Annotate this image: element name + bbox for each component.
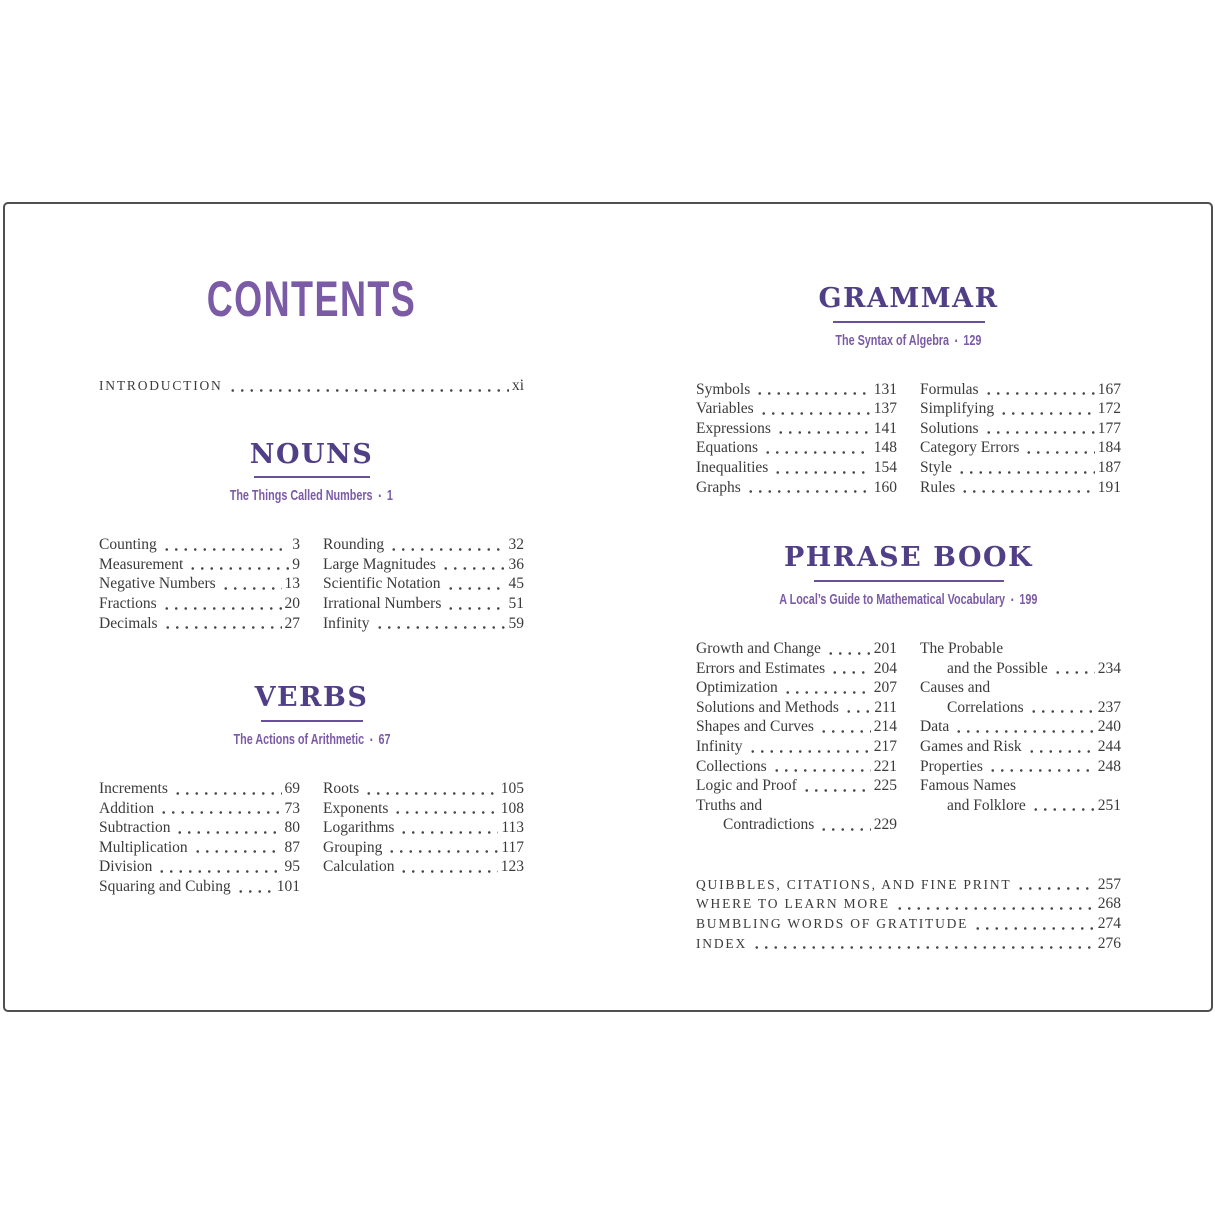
dot-leader <box>387 535 505 555</box>
entry-label: Contradictions <box>723 816 815 834</box>
entry-label: INDEX <box>696 935 747 951</box>
dot-leader <box>800 776 871 796</box>
introduction-entry <box>99 376 524 396</box>
toc-entry <box>920 639 1121 678</box>
dot-leader <box>385 838 498 858</box>
toc-entry <box>920 380 1121 400</box>
entry-label: Equations <box>696 439 758 457</box>
contents-title-wrap <box>99 270 524 328</box>
page-number: 251 <box>1097 796 1121 814</box>
dot-leader <box>186 555 289 575</box>
page-number: 148 <box>873 439 897 457</box>
toc-entry <box>696 639 897 659</box>
contents-title: CONTENTS <box>206 271 417 327</box>
bullet-separator-icon: ▪ <box>369 734 373 746</box>
toc-entry <box>920 438 1121 458</box>
page-number: 234 <box>1097 659 1121 677</box>
entry-label: Data <box>920 718 950 736</box>
dot-leader <box>444 594 505 614</box>
page-number: 274 <box>1097 915 1121 933</box>
toc-entry <box>696 934 1121 954</box>
toc-entry <box>99 614 300 634</box>
toc-entry <box>323 779 524 799</box>
entry-label: Simplifying <box>920 400 995 418</box>
dot-leader <box>986 757 1095 777</box>
entry-label: Truths and <box>696 796 763 814</box>
section-title: GRAMMAR <box>818 283 999 314</box>
page-number: 95 <box>284 858 300 876</box>
dot-leader <box>955 458 1095 478</box>
section-start-page: 199 <box>1019 590 1038 608</box>
page-number: 257 <box>1097 875 1121 893</box>
toc-column <box>920 380 1121 498</box>
toc-entry <box>323 555 524 575</box>
page-number: 36 <box>508 555 524 573</box>
dot-leader <box>1027 698 1095 718</box>
dot-leader <box>971 914 1095 934</box>
dot-leader <box>173 818 281 838</box>
dot-leader <box>817 815 870 835</box>
page-number: 214 <box>873 718 897 736</box>
toc-entry <box>323 574 524 594</box>
entry-label: Solutions and Methods <box>696 698 839 716</box>
entry-label: Variables <box>696 400 754 418</box>
toc-entry <box>323 594 524 614</box>
section-rule <box>833 321 985 323</box>
left-page <box>5 204 608 1010</box>
bullet-separator-icon: ▪ <box>1011 594 1014 606</box>
entry-label: Squaring and Cubing <box>99 877 231 895</box>
dot-leader <box>958 478 1094 498</box>
dot-leader <box>761 438 871 458</box>
entry-label: Rules <box>920 478 956 496</box>
toc-entry <box>99 877 300 897</box>
dot-leader <box>1029 796 1095 816</box>
dot-leader <box>753 380 870 400</box>
section-rule <box>254 476 370 478</box>
dot-leader <box>952 717 1094 737</box>
toc-entry <box>696 419 897 439</box>
toc-entry <box>323 614 524 634</box>
bullet-separator-icon: ▪ <box>955 335 958 347</box>
dot-leader <box>781 678 871 698</box>
section-rule <box>814 580 1004 582</box>
toc-entry <box>696 678 897 698</box>
page-number: 123 <box>500 858 524 876</box>
section-title: NOUNS <box>249 438 374 470</box>
entry-label: Division <box>99 858 153 876</box>
dot-leader <box>439 555 506 575</box>
dot-leader <box>842 698 871 718</box>
section-subtitle-text: The Syntax of Algebra <box>835 331 950 349</box>
entry-label: Infinity <box>323 614 370 632</box>
page-number: 73 <box>284 799 300 817</box>
entry-label: Category Errors <box>920 439 1020 457</box>
section-subtitle <box>99 487 524 505</box>
dot-leader <box>1025 737 1095 757</box>
entry-label: Formulas <box>920 380 979 398</box>
dot-leader <box>982 380 1095 400</box>
toc-entry <box>696 698 897 718</box>
entry-label: Exponents <box>323 799 389 817</box>
page-number: 229 <box>873 816 897 834</box>
page-number: 211 <box>874 698 897 716</box>
entry-label: Subtraction <box>99 819 171 837</box>
toc-entry <box>920 776 1121 815</box>
toc-entry <box>920 458 1121 478</box>
page-number: xi <box>511 377 524 394</box>
backmatter-list <box>696 875 1121 953</box>
page-number: 276 <box>1097 934 1121 952</box>
section-subtitle-text: The Actions of Arithmetic <box>233 730 364 748</box>
entry-label: Solutions <box>920 419 979 437</box>
page-number: 244 <box>1097 737 1121 755</box>
entry-label: Games and Risk <box>920 737 1022 755</box>
dot-leader <box>391 799 497 819</box>
toc-entry <box>696 458 897 478</box>
toc-column <box>323 779 524 897</box>
entry-label: Correlations <box>947 698 1024 716</box>
page-number: 240 <box>1097 718 1121 736</box>
toc-column <box>696 380 897 498</box>
section-verbs <box>99 683 524 896</box>
dot-leader <box>982 419 1095 439</box>
dot-leader <box>226 376 509 396</box>
entry-label: Infinity <box>696 737 743 755</box>
entry-label: Fractions <box>99 595 157 613</box>
toc-entry <box>920 737 1121 757</box>
entry-label: Causes and <box>920 679 991 697</box>
page-number: 204 <box>873 659 897 677</box>
page-number: 105 <box>500 779 524 797</box>
toc-entry <box>323 818 524 838</box>
page-number: 225 <box>873 777 897 795</box>
toc-entry <box>99 818 300 838</box>
dot-leader <box>828 659 871 679</box>
toc-entry <box>323 799 524 819</box>
section-nouns <box>99 440 524 634</box>
dot-leader <box>824 639 871 659</box>
dot-leader <box>757 399 871 419</box>
page-number: 217 <box>873 737 897 755</box>
page-number: 13 <box>284 575 300 593</box>
dot-leader <box>893 894 1095 914</box>
dot-leader <box>160 594 282 614</box>
section-subtitle <box>99 731 524 749</box>
toc-entry <box>920 757 1121 777</box>
bullet-separator-icon: ▪ <box>378 491 382 503</box>
entry-label: Rounding <box>323 536 385 554</box>
entry-label: QUIBBLES, CITATIONS, AND FINE PRINT <box>696 876 1012 892</box>
toc-entry <box>696 438 897 458</box>
page-number: 167 <box>1097 380 1121 398</box>
toc-entry <box>99 594 300 614</box>
toc-entry <box>920 478 1121 498</box>
entry-label: Symbols <box>696 380 751 398</box>
page-number: 131 <box>873 380 897 398</box>
toc-entry <box>99 779 300 799</box>
dot-leader <box>746 737 871 757</box>
entry-label: WHERE TO LEARN MORE <box>696 896 890 912</box>
page-number: 51 <box>508 595 524 613</box>
section-subtitle <box>696 332 1121 350</box>
dot-leader <box>444 574 506 594</box>
dot-leader <box>191 838 282 858</box>
toc-entry <box>696 380 897 400</box>
entry-label: Logic and Proof <box>696 777 797 795</box>
page-number: 187 <box>1097 459 1121 477</box>
dot-leader <box>397 818 498 838</box>
dot-leader <box>744 478 871 498</box>
page-number: 237 <box>1097 698 1121 716</box>
toc-entry <box>696 478 897 498</box>
entry-label: Decimals <box>99 614 158 632</box>
page-number: 69 <box>284 779 300 797</box>
toc-entry <box>696 796 897 835</box>
toc-entry <box>696 717 897 737</box>
page-number: 191 <box>1097 478 1121 496</box>
page-number: 3 <box>292 536 300 554</box>
entry-label: Increments <box>99 779 168 797</box>
page-number: 108 <box>500 799 524 817</box>
dot-leader <box>234 877 274 897</box>
entry-label: Growth and Change <box>696 639 821 657</box>
entry-label: Calculation <box>323 858 395 876</box>
entry-label: Style <box>920 459 952 477</box>
entry-label: Errors and Estimates <box>696 659 826 677</box>
toc-column <box>99 535 300 633</box>
page-number: 141 <box>873 419 897 437</box>
entry-label: Negative Numbers <box>99 575 216 593</box>
toc-entry <box>696 914 1121 934</box>
entry-label: Grouping <box>323 838 383 856</box>
page-number: 184 <box>1097 439 1121 457</box>
page-number: 201 <box>873 639 897 657</box>
toc-entry <box>99 535 300 555</box>
entry-label: BUMBLING WORDS OF GRATITUDE <box>696 916 969 932</box>
entry-label: Logarithms <box>323 819 395 837</box>
dot-leader <box>770 757 871 777</box>
entry-label: INTRODUCTION <box>99 378 223 393</box>
entry-label: The Probable <box>920 639 1004 657</box>
dot-leader <box>817 717 871 737</box>
entry-label: Collections <box>696 757 767 775</box>
entry-label: Graphs <box>696 478 741 496</box>
dot-leader <box>161 614 282 634</box>
toc-entry <box>323 857 524 877</box>
dot-leader <box>774 419 871 439</box>
page-number: 87 <box>284 838 300 856</box>
page-number: 117 <box>501 838 524 856</box>
page-number: 27 <box>284 614 300 632</box>
dot-leader <box>750 934 1095 954</box>
toc-column <box>99 779 300 897</box>
section-grammar <box>696 284 1121 497</box>
entry-label: Multiplication <box>99 838 188 856</box>
entry-label: and the Possible <box>947 659 1048 677</box>
book-spread <box>3 202 1213 1012</box>
section-subtitle-text: A Local’s Guide to Mathematical Vocabulary <box>779 590 1006 608</box>
page-number: 177 <box>1097 419 1121 437</box>
toc-entry <box>99 574 300 594</box>
page-number: 268 <box>1097 895 1121 913</box>
page-number: 207 <box>873 679 897 697</box>
toc-entry <box>920 399 1121 419</box>
entry-label: Counting <box>99 536 157 554</box>
dot-leader <box>171 779 282 799</box>
dot-leader <box>771 458 870 478</box>
toc-entry <box>696 776 897 796</box>
page-number: 160 <box>873 478 897 496</box>
dot-leader <box>1014 875 1094 895</box>
page-number: 172 <box>1097 400 1121 418</box>
dot-leader <box>160 535 290 555</box>
toc-entry <box>696 894 1121 914</box>
toc-entry <box>99 799 300 819</box>
page-number: 113 <box>501 819 524 837</box>
dot-leader <box>1051 659 1095 679</box>
entry-label: Irrational Numbers <box>323 595 442 613</box>
entry-label: Large Magnitudes <box>323 555 436 573</box>
dot-leader <box>157 799 281 819</box>
entry-label: Measurement <box>99 555 184 573</box>
section-start-page: 129 <box>963 331 982 349</box>
section-subtitle-text: The Things Called Numbers <box>229 487 373 505</box>
page-number: 101 <box>276 877 300 895</box>
dot-leader <box>362 779 498 799</box>
toc-entry <box>696 757 897 777</box>
entry-label: Properties <box>920 757 983 775</box>
page-number: 248 <box>1097 757 1121 775</box>
entry-label: Inequalities <box>696 459 769 477</box>
entry-label: Addition <box>99 799 155 817</box>
entry-label: Famous Names <box>920 777 1017 795</box>
toc-entry <box>99 555 300 575</box>
page-number: 45 <box>508 575 524 593</box>
section-subtitle <box>696 591 1121 609</box>
section-title: VERBS <box>254 682 369 714</box>
dot-leader <box>373 614 506 634</box>
entry-label: and Folklore <box>947 796 1026 814</box>
entry-label: Expressions <box>696 419 771 437</box>
toc-entry <box>323 838 524 858</box>
section-start-page: 1 <box>387 487 394 505</box>
entry-label: Scientific Notation <box>323 575 441 593</box>
page-number: 20 <box>284 595 300 613</box>
toc-entry <box>696 399 897 419</box>
toc-column <box>323 535 524 633</box>
section-phrase-book <box>696 543 1121 835</box>
entry-label: Optimization <box>696 679 778 697</box>
page-number: 32 <box>508 536 524 554</box>
section-rule <box>261 720 363 722</box>
page-number: 154 <box>873 459 897 477</box>
page-number: 59 <box>508 614 524 632</box>
dot-leader <box>997 399 1095 419</box>
toc-entry <box>323 535 524 555</box>
toc-entry <box>99 838 300 858</box>
dot-leader <box>397 857 497 877</box>
right-page <box>608 204 1211 1010</box>
section-start-page: 67 <box>377 730 390 748</box>
dot-leader <box>1022 438 1094 458</box>
toc-entry <box>920 717 1121 737</box>
toc-entry <box>920 419 1121 439</box>
dot-leader <box>219 574 282 594</box>
page-number: 137 <box>873 400 897 418</box>
entry-label: Shapes and Curves <box>696 718 814 736</box>
toc-column <box>920 639 1121 835</box>
toc-entry <box>920 678 1121 717</box>
section-title: PHRASE BOOK <box>783 542 1033 574</box>
entry-label: Roots <box>323 779 360 797</box>
page-number: 9 <box>292 555 300 573</box>
toc-entry <box>696 659 897 679</box>
page-number: 221 <box>873 757 897 775</box>
page-number: 80 <box>284 819 300 837</box>
toc-column <box>696 639 897 835</box>
toc-entry <box>696 737 897 757</box>
toc-entry <box>696 875 1121 895</box>
dot-leader <box>155 857 281 877</box>
toc-entry <box>99 857 300 877</box>
